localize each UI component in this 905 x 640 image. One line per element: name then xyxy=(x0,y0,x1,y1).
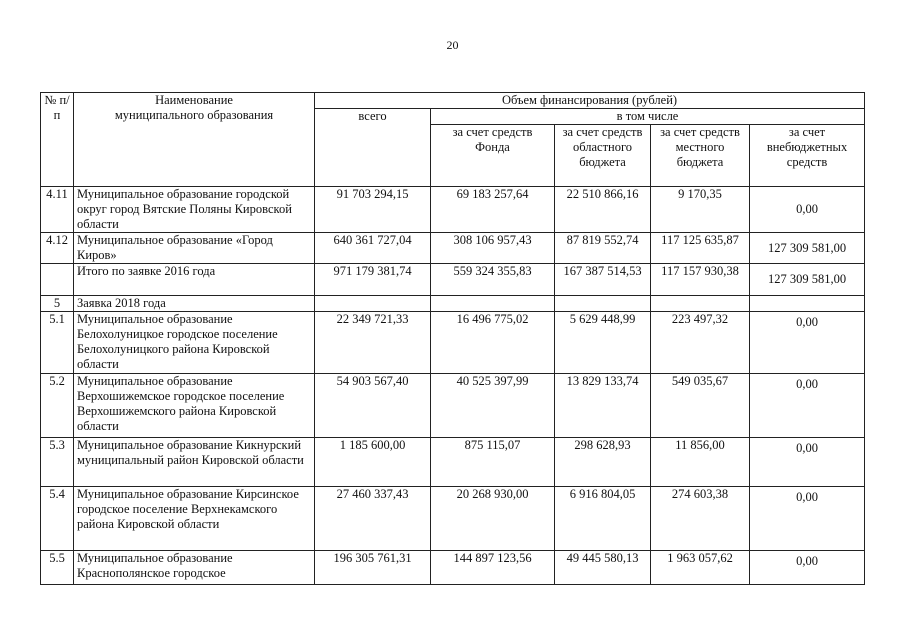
cell-no: 5.2 xyxy=(41,374,74,438)
cell-no: 5.4 xyxy=(41,487,74,551)
cell-regional xyxy=(555,296,651,312)
cell-local: 1 963 057,62 xyxy=(651,551,750,585)
cell-fund: 16 496 775,02 xyxy=(431,312,555,374)
cell-no: 5 xyxy=(41,296,74,312)
cell-regional: 13 829 133,74 xyxy=(555,374,651,438)
cell-no: 4.11 xyxy=(41,187,74,233)
cell-local: 9 170,35 xyxy=(651,187,750,233)
cell-total: 54 903 567,40 xyxy=(315,374,431,438)
cell-total: 196 305 761,31 xyxy=(315,551,431,585)
cell-local: 117 157 930,38 xyxy=(651,264,750,296)
page-number: 20 xyxy=(446,38,459,52)
cell-regional: 167 387 514,53 xyxy=(555,264,651,296)
cell-extra: 0,00 xyxy=(750,438,865,487)
cell-fund xyxy=(431,296,555,312)
cell-regional: 6 916 804,05 xyxy=(555,487,651,551)
cell-regional: 49 445 580,13 xyxy=(555,551,651,585)
cell-total: 971 179 381,74 xyxy=(315,264,431,296)
table-row xyxy=(41,264,865,296)
cell-name: Муниципальное образование Кирсинское городское поселение Верхнекамского района Кировской области xyxy=(74,487,315,551)
cell-name: Муниципальное образование Верхошижемское городское поселение Верхошижемского района Кировской области xyxy=(74,374,315,438)
financing-table xyxy=(40,92,865,585)
cell-name: Муниципальное образование Краснополянское городское xyxy=(74,551,315,585)
cell-fund: 144 897 123,56 xyxy=(431,551,555,585)
cell-local: 549 035,67 xyxy=(651,374,750,438)
cell-extra: 0,00 xyxy=(750,551,865,585)
cell-name: Итого по заявке 2016 года xyxy=(74,264,315,296)
header-total: всего xyxy=(315,109,431,187)
table-row xyxy=(41,487,865,551)
table-row xyxy=(41,187,865,233)
header-funding: Объем финансирования (рублей) xyxy=(315,93,865,109)
cell-extra: 0,00 xyxy=(750,374,865,438)
cell-no: 5.3 xyxy=(41,438,74,487)
cell-local: 117 125 635,87 xyxy=(651,233,750,264)
header-including: в том числе xyxy=(431,109,865,125)
table-row xyxy=(41,438,865,487)
table-row xyxy=(41,374,865,438)
cell-total: 91 703 294,15 xyxy=(315,187,431,233)
cell-no: 5.5 xyxy=(41,551,74,585)
cell-total: 640 361 727,04 xyxy=(315,233,431,264)
cell-extra: 0,00 xyxy=(750,312,865,374)
cell-extra xyxy=(750,296,865,312)
table-row xyxy=(41,233,865,264)
cell-regional: 22 510 866,16 xyxy=(555,187,651,233)
cell-extra: 0,00 xyxy=(750,487,865,551)
cell-local xyxy=(651,296,750,312)
cell-total xyxy=(315,296,431,312)
cell-name: Муниципальное образование городской округ город Вятские Поляны Кировской области xyxy=(74,187,315,233)
header-extra: за счет внебюджетных средств xyxy=(750,125,865,187)
header-no: № п/п xyxy=(41,93,74,187)
cell-regional: 298 628,93 xyxy=(555,438,651,487)
header-local: за счет средств местного бюджета xyxy=(651,125,750,187)
cell-fund: 40 525 397,99 xyxy=(431,374,555,438)
header-name-line2: муниципального образования xyxy=(114,108,274,122)
cell-local: 274 603,38 xyxy=(651,487,750,551)
table-row xyxy=(41,296,865,312)
cell-fund: 559 324 355,83 xyxy=(431,264,555,296)
cell-name: Муниципальное образование Белохолуницкое городское поселение Белохолуницкого района Кировской области xyxy=(74,312,315,374)
cell-no: 4.12 xyxy=(41,233,74,264)
cell-total: 1 185 600,00 xyxy=(315,438,431,487)
cell-local: 223 497,32 xyxy=(651,312,750,374)
cell-total: 27 460 337,43 xyxy=(315,487,431,551)
cell-extra: 0,00 xyxy=(750,187,865,233)
table-row xyxy=(41,551,865,585)
cell-local: 11 856,00 xyxy=(651,438,750,487)
cell-no xyxy=(41,264,74,296)
header-name-line1: Наименование xyxy=(155,93,233,107)
cell-name: Муниципальное образование Кикнурский муниципальный район Кировской области xyxy=(74,438,315,487)
header-name xyxy=(74,93,315,187)
cell-regional: 87 819 552,74 xyxy=(555,233,651,264)
cell-extra: 127 309 581,00 xyxy=(750,264,865,296)
header-regional: за счет средств областного бюджета xyxy=(555,125,651,187)
cell-name: Заявка 2018 года xyxy=(74,296,315,312)
cell-name: Муниципальное образование «Город Киров» xyxy=(74,233,315,264)
cell-fund: 69 183 257,64 xyxy=(431,187,555,233)
table-row xyxy=(41,312,865,374)
cell-regional: 5 629 448,99 xyxy=(555,312,651,374)
cell-no: 5.1 xyxy=(41,312,74,374)
cell-total: 22 349 721,33 xyxy=(315,312,431,374)
cell-fund: 308 106 957,43 xyxy=(431,233,555,264)
cell-fund: 875 115,07 xyxy=(431,438,555,487)
header-fund: за счет средств Фонда xyxy=(431,125,555,187)
cell-extra: 127 309 581,00 xyxy=(750,233,865,264)
cell-fund: 20 268 930,00 xyxy=(431,487,555,551)
